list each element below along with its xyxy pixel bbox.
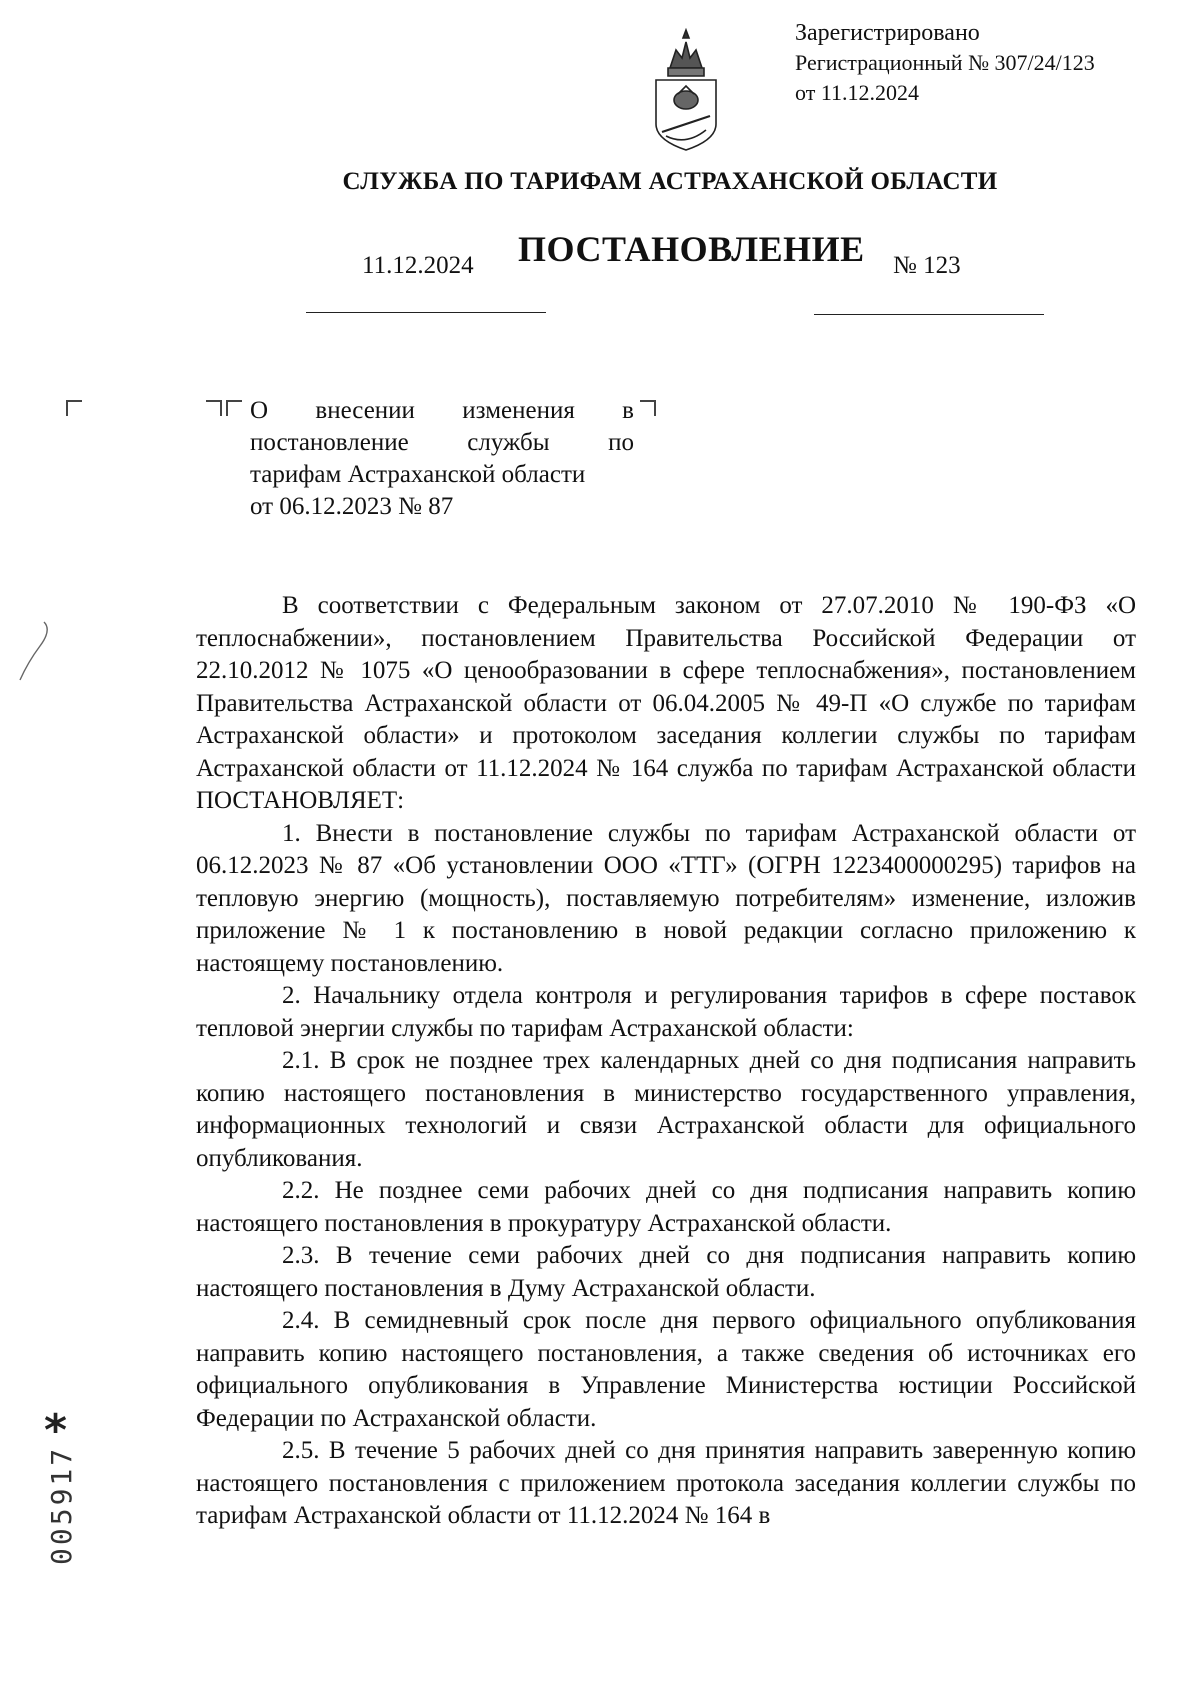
corner-mark-right xyxy=(640,400,656,416)
number-underline xyxy=(814,314,1044,315)
registration-number: Регистрационный № 307/24/123 xyxy=(795,50,1095,75)
agency-name: СЛУЖБА ПО ТАРИФАМ АСТРАХАНСКОЙ ОБЛАСТИ xyxy=(342,168,998,195)
margin-serial-number: 005917 xyxy=(45,1445,78,1565)
subject-line: тарифам Астраханской области xyxy=(250,461,586,488)
registration-date: от 11.12.2024 xyxy=(795,80,920,105)
margin-asterisk: * xyxy=(44,1405,68,1456)
margin-scribble xyxy=(14,620,54,682)
registration-stamp xyxy=(795,18,1095,108)
document-body xyxy=(196,590,1136,1533)
document-number: № 123 xyxy=(893,252,961,279)
clause-2-5: 2.5. В течение 5 рабочих дней со дня принятия направить заверенную копию настоящего постановления с приложением протокола заседания коллегии службы по тарифам Астраханской области от 11.12.2024 № 164 в xyxy=(196,1437,1136,1529)
corner-mark xyxy=(206,400,222,416)
clause-2-4: 2.4. В семидневный срок после дня первого официального опубликования направить копию настоящего постановления, а также сведения об источниках его официального опубликования в Управление Министерства юстиции Российской Федерации по Астраханской области. xyxy=(196,1307,1136,1432)
document-subject xyxy=(250,395,634,523)
preamble-paragraph: В соответствии с Федеральным законом от 27.07.2010 № 190-ФЗ «О теплоснабжении», постановлением Правительства Российской Федерации от 22.10.2012 № 1075 «О ценообразовании в сфере теплоснабжения», постановлением Правительства Астраханской области от 06.04.2005 № 49-П «О службе по тарифам Астраханской области» и протоколом заседания коллегии службы по тарифам Астраханской области от 11.12.2024 № 164 служба по тарифам Астраханской области ПОСТАНОВЛЯЕТ: xyxy=(196,592,1136,814)
clause-2-1: 2.1. В срок не позднее трех календарных дней со дня подписания направить копию настоящего постановления в министерство государственного управления, информационных технологий и связи Астраханской области для официального опубликования. xyxy=(196,1047,1136,1172)
subject-line: от 06.12.2023 № 87 xyxy=(250,493,454,520)
coat-of-arms-icon xyxy=(648,28,724,156)
subject-line: постановление службы по xyxy=(250,429,634,456)
corner-mark-left xyxy=(66,400,82,416)
clause-2: 2. Начальнику отдела контроля и регулирования тарифов в сфере поставок тепловой энергии службы по тарифам Астраханской области: xyxy=(196,982,1136,1042)
date-underline xyxy=(306,312,546,313)
registration-status: Зарегистрировано xyxy=(795,20,980,46)
corner-mark xyxy=(226,400,242,416)
clause-2-3: 2.3. В течение семи рабочих дней со дня подписания направить копию настоящего постановления в Думу Астраханской области. xyxy=(196,1242,1136,1302)
clause-2-2: 2.2. Не позднее семи рабочих дней со дня подписания направить копию настоящего постановления в прокуратуру Астраханской области. xyxy=(196,1177,1136,1237)
subject-line: О внесении изменения в xyxy=(250,397,634,424)
clause-1: 1. Внести в постановление службы по тарифам Астраханской области от 06.12.2023 № 87 «Об установлении ООО «ТТГ» (ОГРН 1223400000295) тарифов на тепловую энергию (мощность), поставляемую потребителям» изменение, изложив приложение № 1 к постановлению в новой редакции согласно приложению к настоящему постановлению. xyxy=(196,819,1136,977)
document-type: ПОСТАНОВЛЕНИЕ xyxy=(518,229,865,269)
document-date: 11.12.2024 xyxy=(362,252,474,279)
